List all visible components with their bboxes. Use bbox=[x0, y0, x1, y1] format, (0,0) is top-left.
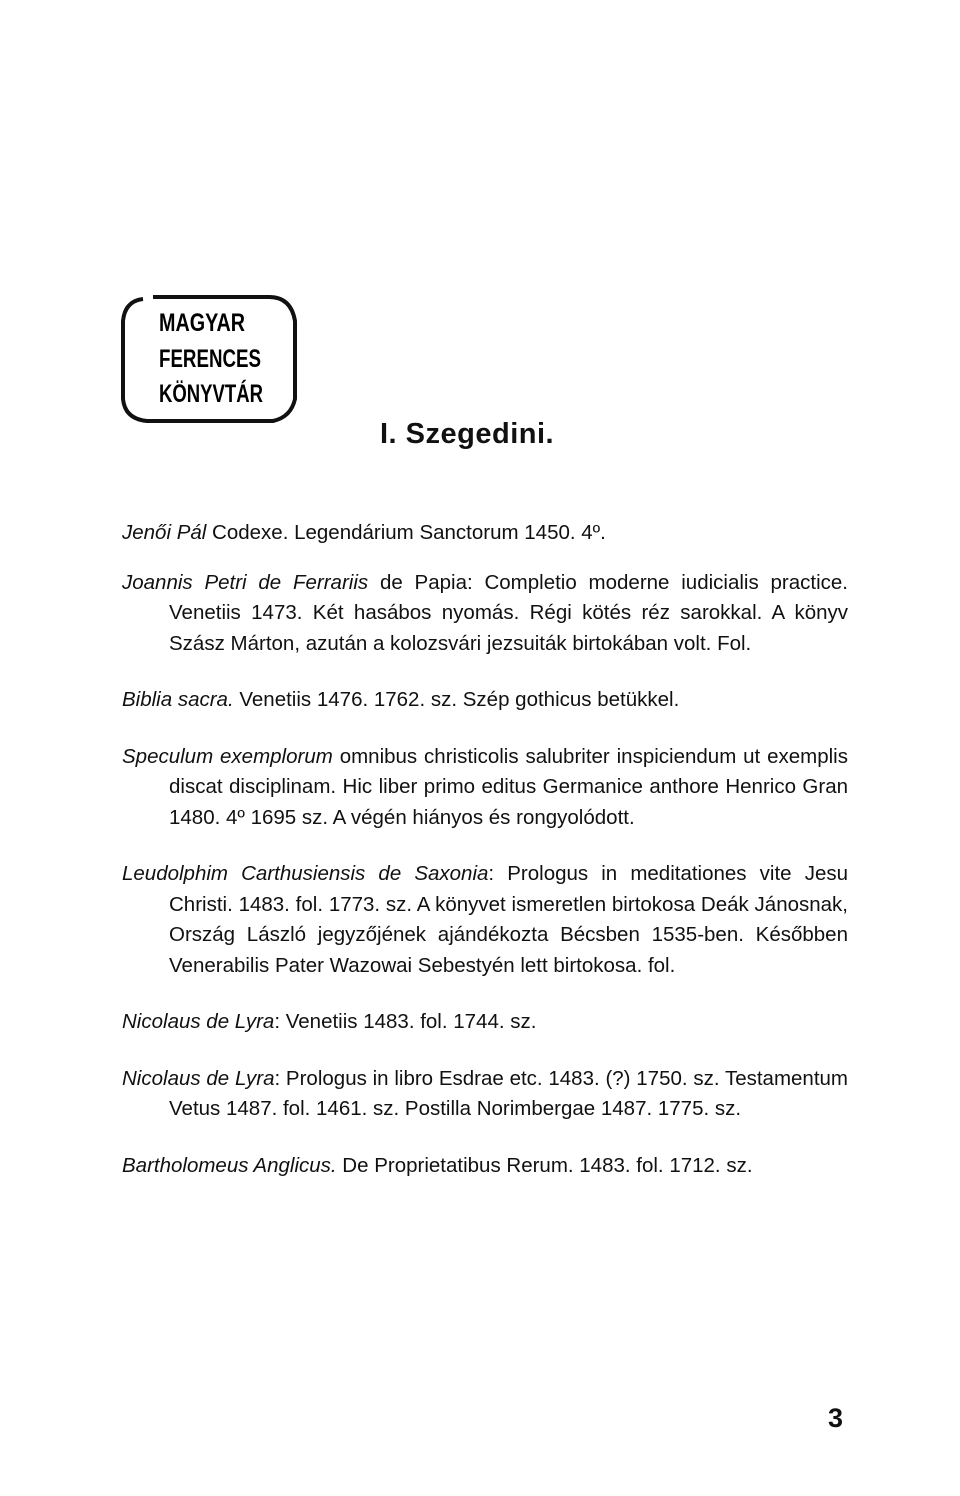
catalog-entry bbox=[122, 859, 848, 981]
entry-author: Jenői Pál bbox=[122, 521, 207, 544]
entry-text: : Prologus in meditationes vite Jesu Christi. 1483. fol. 1773. sz. A könyvet ismeretlen birtokosa Deák Jánosnak, Ország László jegyzőjének ajándékozta Bécsben 1535-ben. Későbben Venerabilis Pater Wazowai Sebestyén lett birtokosa. fol. bbox=[169, 862, 848, 977]
entry-author: Leudolphim Carthusiensis de Saxonia bbox=[122, 862, 489, 885]
entry-text: Codexe. Legendárium Sanctorum 1450. 4º. bbox=[206, 521, 606, 544]
stamp-line-3: KÖNYVTÁR bbox=[159, 380, 300, 408]
page-number: 3 bbox=[828, 1403, 844, 1433]
entry-text: : Venetiis 1483. fol. 1744. sz. bbox=[274, 1010, 537, 1033]
entry-text: De Proprietatibus Rerum. 1483. fol. 1712. sz. bbox=[336, 1153, 753, 1177]
library-stamp bbox=[113, 287, 303, 429]
catalog-entry bbox=[122, 742, 848, 834]
stamp-line-1: MAGYAR bbox=[159, 309, 245, 337]
entry-text: de Papia: Completio moderne iudicialis practice. Venetiis 1473. Két hasábos nyomás. Régi kötés réz sarokkal. A könyv Szász Márton, azután a kolozsvári jezsuiták birtokában volt. Fol. bbox=[169, 570, 848, 655]
stamp-frame bbox=[113, 287, 303, 429]
catalog-entry bbox=[122, 1151, 848, 1182]
catalog-entry bbox=[122, 685, 848, 716]
section-heading: I. Szegedini. bbox=[380, 418, 555, 450]
catalog-entry bbox=[122, 518, 848, 549]
entry-author: Speculum exemplorum bbox=[122, 744, 333, 768]
catalog-entry bbox=[122, 1064, 848, 1125]
entry-text: Venetiis 1476. 1762. sz. Szép gothicus betükkel. bbox=[233, 688, 680, 711]
entry-text: : Prologus in libro Esdrae etc. 1483. (?) 1750. sz. Testamentum Vetus 1487. fol. 1461. sz. Postilla Norimbergae 1487. 1775. sz. bbox=[169, 1066, 848, 1120]
entry-author: Nicolaus de Lyra bbox=[122, 1066, 275, 1090]
catalog-entries bbox=[122, 518, 848, 1207]
entry-author: Bartholomeus Anglicus. bbox=[122, 1153, 337, 1177]
catalog-entry bbox=[122, 568, 848, 660]
entry-author: Nicolaus de Lyra bbox=[122, 1010, 275, 1033]
stamp-line-2: FERENCES bbox=[159, 345, 261, 373]
entry-text: omnibus christicolis salubriter inspiciendum ut exemplis discat disciplinam. Hic liber primo editus Germanice anthore Henrico Gran 1480. 4º 1695 sz. A végén hiányos és rongyolódott. bbox=[169, 744, 848, 829]
catalog-entry bbox=[122, 1007, 848, 1038]
entry-author: Biblia sacra. bbox=[122, 688, 234, 711]
entry-author: Joannis Petri de Ferrariis bbox=[122, 570, 369, 594]
